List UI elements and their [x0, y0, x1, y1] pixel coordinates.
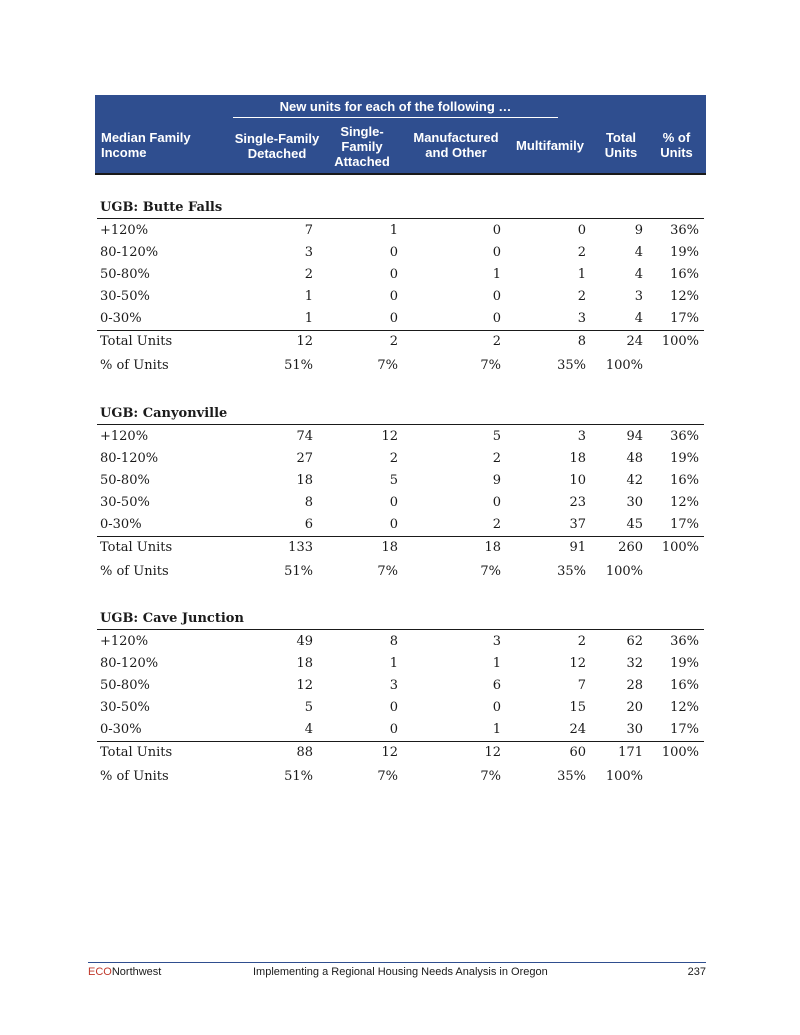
cell-percent-of-units: 16% [670, 267, 699, 282]
cell-total-units: 42 [626, 473, 643, 488]
cell-manufactured-and-other: 5 [492, 429, 501, 444]
cell-multifamily: 37 [569, 517, 586, 532]
cell-income: Total Units [100, 745, 173, 760]
cell-single-family-attached: 7% [377, 769, 398, 784]
table-row [97, 308, 704, 330]
cell-manufactured-and-other: 0 [492, 311, 501, 326]
cell-total-units: 100% [605, 564, 643, 579]
cell-multifamily: 15 [569, 700, 586, 715]
cell-total-units: 4 [634, 311, 643, 326]
cell-income: 30-50% [100, 495, 150, 510]
cell-multifamily: 60 [569, 745, 586, 760]
cell-percent-of-units: 19% [670, 245, 699, 260]
cell-multifamily: 8 [577, 334, 586, 349]
total-row [97, 537, 704, 559]
cell-percent-of-units: 12% [670, 289, 699, 304]
cell-single-family-attached: 18 [381, 540, 398, 555]
cell-total-units: 3 [634, 289, 643, 304]
cell-income: Total Units [100, 540, 173, 555]
footer-page-number: 237 [687, 966, 706, 978]
cell-total-units: 171 [618, 745, 643, 760]
cell-percent-of-units: 36% [670, 429, 699, 444]
footer-title: Implementing a Regional Housing Needs Analysis in Oregon [253, 966, 548, 978]
cell-manufactured-and-other: 9 [492, 473, 501, 488]
cell-income: 50-80% [100, 678, 150, 693]
cell-percent-of-units: 19% [670, 451, 699, 466]
cell-single-family-detached: 4 [304, 722, 313, 737]
cell-single-family-detached: 18 [296, 473, 313, 488]
cell-percent-of-units: 16% [670, 678, 699, 693]
column-group-rule [233, 117, 558, 118]
cell-single-family-detached: 5 [304, 700, 313, 715]
cell-manufactured-and-other: 0 [492, 495, 501, 510]
cell-manufactured-and-other: 2 [492, 451, 501, 466]
cell-single-family-attached: 8 [389, 634, 398, 649]
cell-manufactured-and-other: 0 [492, 289, 501, 304]
table-row [97, 697, 704, 719]
cell-income: % of Units [100, 769, 169, 784]
cell-multifamily: 35% [557, 358, 586, 373]
cell-single-family-attached: 0 [389, 722, 398, 737]
cell-multifamily: 35% [557, 769, 586, 784]
footer-rule [88, 962, 706, 963]
cell-total-units: 24 [626, 334, 643, 349]
section-top-rule [97, 629, 704, 630]
cell-single-family-detached: 51% [284, 769, 313, 784]
cell-income: 0-30% [100, 311, 142, 326]
cell-single-family-detached: 51% [284, 358, 313, 373]
cell-single-family-detached: 8 [304, 495, 313, 510]
header-median-family-income: Median Family Income [101, 130, 191, 160]
table-row [97, 426, 704, 448]
cell-income: 50-80% [100, 267, 150, 282]
cell-manufactured-and-other: 1 [492, 722, 501, 737]
cell-total-units: 260 [618, 540, 643, 555]
table-row [97, 514, 704, 536]
cell-manufactured-and-other: 1 [492, 656, 501, 671]
table-header [95, 95, 706, 175]
cell-total-units: 30 [626, 722, 643, 737]
cell-total-units: 100% [605, 358, 643, 373]
cell-single-family-attached: 3 [389, 678, 398, 693]
header-single-family-detached: Single-Family Detached [234, 131, 320, 161]
section-top-rule [97, 424, 704, 425]
percent-row [97, 561, 704, 583]
cell-single-family-detached: 133 [288, 540, 313, 555]
cell-total-units: 4 [634, 267, 643, 282]
header-single-family-attached: Single-Family Attached [334, 123, 390, 169]
cell-income: 0-30% [100, 722, 142, 737]
cell-income: +120% [100, 223, 149, 238]
cell-single-family-detached: 3 [304, 245, 313, 260]
cell-percent-of-units: 16% [670, 473, 699, 488]
cell-total-units: 94 [626, 429, 643, 444]
cell-total-units: 28 [626, 678, 643, 693]
cell-percent-of-units: 12% [670, 495, 699, 510]
cell-manufactured-and-other: 0 [492, 700, 501, 715]
section-title: UGB: Butte Falls [100, 200, 223, 215]
cell-total-units: 62 [626, 634, 643, 649]
cell-single-family-attached: 7% [377, 564, 398, 579]
header-total-units: Total Units [604, 130, 638, 160]
cell-income: 80-120% [100, 245, 159, 260]
column-group-label: New units for each of the following … [279, 99, 512, 114]
cell-total-units: 20 [626, 700, 643, 715]
cell-multifamily: 91 [569, 540, 586, 555]
table-row [97, 286, 704, 308]
cell-manufactured-and-other: 18 [484, 540, 501, 555]
cell-multifamily: 1 [577, 267, 586, 282]
cell-single-family-detached: 74 [296, 429, 313, 444]
table-row [97, 675, 704, 697]
cell-percent-of-units: 100% [661, 745, 699, 760]
total-row [97, 331, 704, 353]
cell-income: 30-50% [100, 700, 150, 715]
table-section [97, 405, 704, 590]
cell-multifamily: 18 [569, 451, 586, 466]
cell-percent-of-units: 36% [670, 634, 699, 649]
cell-single-family-attached: 7% [377, 358, 398, 373]
cell-multifamily: 12 [569, 656, 586, 671]
cell-income: % of Units [100, 564, 169, 579]
cell-percent-of-units: 36% [670, 223, 699, 238]
cell-single-family-attached: 0 [389, 267, 398, 282]
cell-income: 30-50% [100, 289, 150, 304]
cell-single-family-attached: 1 [389, 656, 398, 671]
cell-multifamily: 7 [577, 678, 586, 693]
cell-single-family-detached: 18 [296, 656, 313, 671]
cell-single-family-detached: 1 [304, 289, 313, 304]
header-multifamily: Multifamily [516, 137, 584, 153]
cell-manufactured-and-other: 7% [480, 769, 501, 784]
cell-percent-of-units: 12% [670, 700, 699, 715]
cell-single-family-detached: 51% [284, 564, 313, 579]
cell-manufactured-and-other: 2 [492, 334, 501, 349]
cell-income: 80-120% [100, 656, 159, 671]
cell-percent-of-units: 17% [670, 311, 699, 326]
section-top-rule [97, 218, 704, 219]
cell-total-units: 48 [626, 451, 643, 466]
table-row [97, 492, 704, 514]
cell-single-family-detached: 49 [296, 634, 313, 649]
table-row [97, 653, 704, 675]
cell-total-units: 45 [626, 517, 643, 532]
cell-single-family-attached: 0 [389, 245, 398, 260]
cell-percent-of-units: 19% [670, 656, 699, 671]
footer-brand [88, 965, 161, 979]
cell-total-units: 30 [626, 495, 643, 510]
cell-income: Total Units [100, 334, 173, 349]
cell-manufactured-and-other: 0 [492, 245, 501, 260]
cell-single-family-attached: 2 [389, 451, 398, 466]
cell-multifamily: 0 [577, 223, 586, 238]
percent-row [97, 766, 704, 788]
cell-total-units: 9 [634, 223, 643, 238]
cell-single-family-detached: 1 [304, 311, 313, 326]
cell-single-family-attached: 5 [389, 473, 398, 488]
cell-single-family-detached: 12 [296, 334, 313, 349]
cell-manufactured-and-other: 3 [492, 634, 501, 649]
cell-total-units: 100% [605, 769, 643, 784]
cell-single-family-attached: 0 [389, 517, 398, 532]
cell-multifamily: 35% [557, 564, 586, 579]
cell-income: 0-30% [100, 517, 142, 532]
cell-total-units: 4 [634, 245, 643, 260]
cell-single-family-attached: 0 [389, 311, 398, 326]
cell-single-family-attached: 12 [381, 745, 398, 760]
cell-income: 80-120% [100, 451, 159, 466]
cell-multifamily: 23 [569, 495, 586, 510]
table-section [97, 610, 704, 795]
cell-single-family-detached: 12 [296, 678, 313, 693]
cell-percent-of-units: 100% [661, 334, 699, 349]
cell-single-family-attached: 0 [389, 495, 398, 510]
section-title: UGB: Canyonville [100, 406, 228, 421]
cell-multifamily: 10 [569, 473, 586, 488]
cell-manufactured-and-other: 2 [492, 517, 501, 532]
cell-manufactured-and-other: 7% [480, 564, 501, 579]
cell-multifamily: 2 [577, 634, 586, 649]
cell-total-units: 32 [626, 656, 643, 671]
table-section [97, 199, 704, 384]
header-percent-of-units: % of Units [660, 130, 693, 160]
table-row [97, 470, 704, 492]
cell-single-family-detached: 7 [304, 223, 313, 238]
cell-single-family-detached: 88 [296, 745, 313, 760]
cell-single-family-attached: 2 [389, 334, 398, 349]
table-row [97, 242, 704, 264]
cell-manufactured-and-other: 7% [480, 358, 501, 373]
cell-income: 50-80% [100, 473, 150, 488]
cell-multifamily: 2 [577, 245, 586, 260]
header-manufactured-and-other: Manufactured and Other [413, 130, 499, 160]
cell-manufactured-and-other: 0 [492, 223, 501, 238]
cell-percent-of-units: 17% [670, 517, 699, 532]
cell-income: +120% [100, 634, 149, 649]
table-row [97, 448, 704, 470]
cell-multifamily: 3 [577, 429, 586, 444]
cell-income: % of Units [100, 358, 169, 373]
table-row [97, 264, 704, 286]
cell-single-family-attached: 0 [389, 700, 398, 715]
cell-manufactured-and-other: 1 [492, 267, 501, 282]
percent-row [97, 355, 704, 377]
cell-single-family-detached: 2 [304, 267, 313, 282]
footer-brand-econ: ECO [88, 966, 112, 978]
table-row [97, 719, 704, 741]
cell-manufactured-and-other: 6 [492, 678, 501, 693]
cell-single-family-attached: 1 [389, 223, 398, 238]
cell-single-family-detached: 6 [304, 517, 313, 532]
cell-percent-of-units: 100% [661, 540, 699, 555]
cell-multifamily: 24 [569, 722, 586, 737]
cell-multifamily: 2 [577, 289, 586, 304]
total-row [97, 742, 704, 764]
cell-multifamily: 3 [577, 311, 586, 326]
table-row [97, 631, 704, 653]
cell-single-family-detached: 27 [296, 451, 313, 466]
footer-brand-rest: Northwest [111, 966, 162, 978]
cell-single-family-attached: 12 [381, 429, 398, 444]
cell-percent-of-units: 17% [670, 722, 699, 737]
table-row [97, 220, 704, 242]
cell-single-family-attached: 0 [389, 289, 398, 304]
cell-manufactured-and-other: 12 [484, 745, 501, 760]
cell-income: +120% [100, 429, 149, 444]
section-title: UGB: Cave Junction [100, 611, 244, 626]
